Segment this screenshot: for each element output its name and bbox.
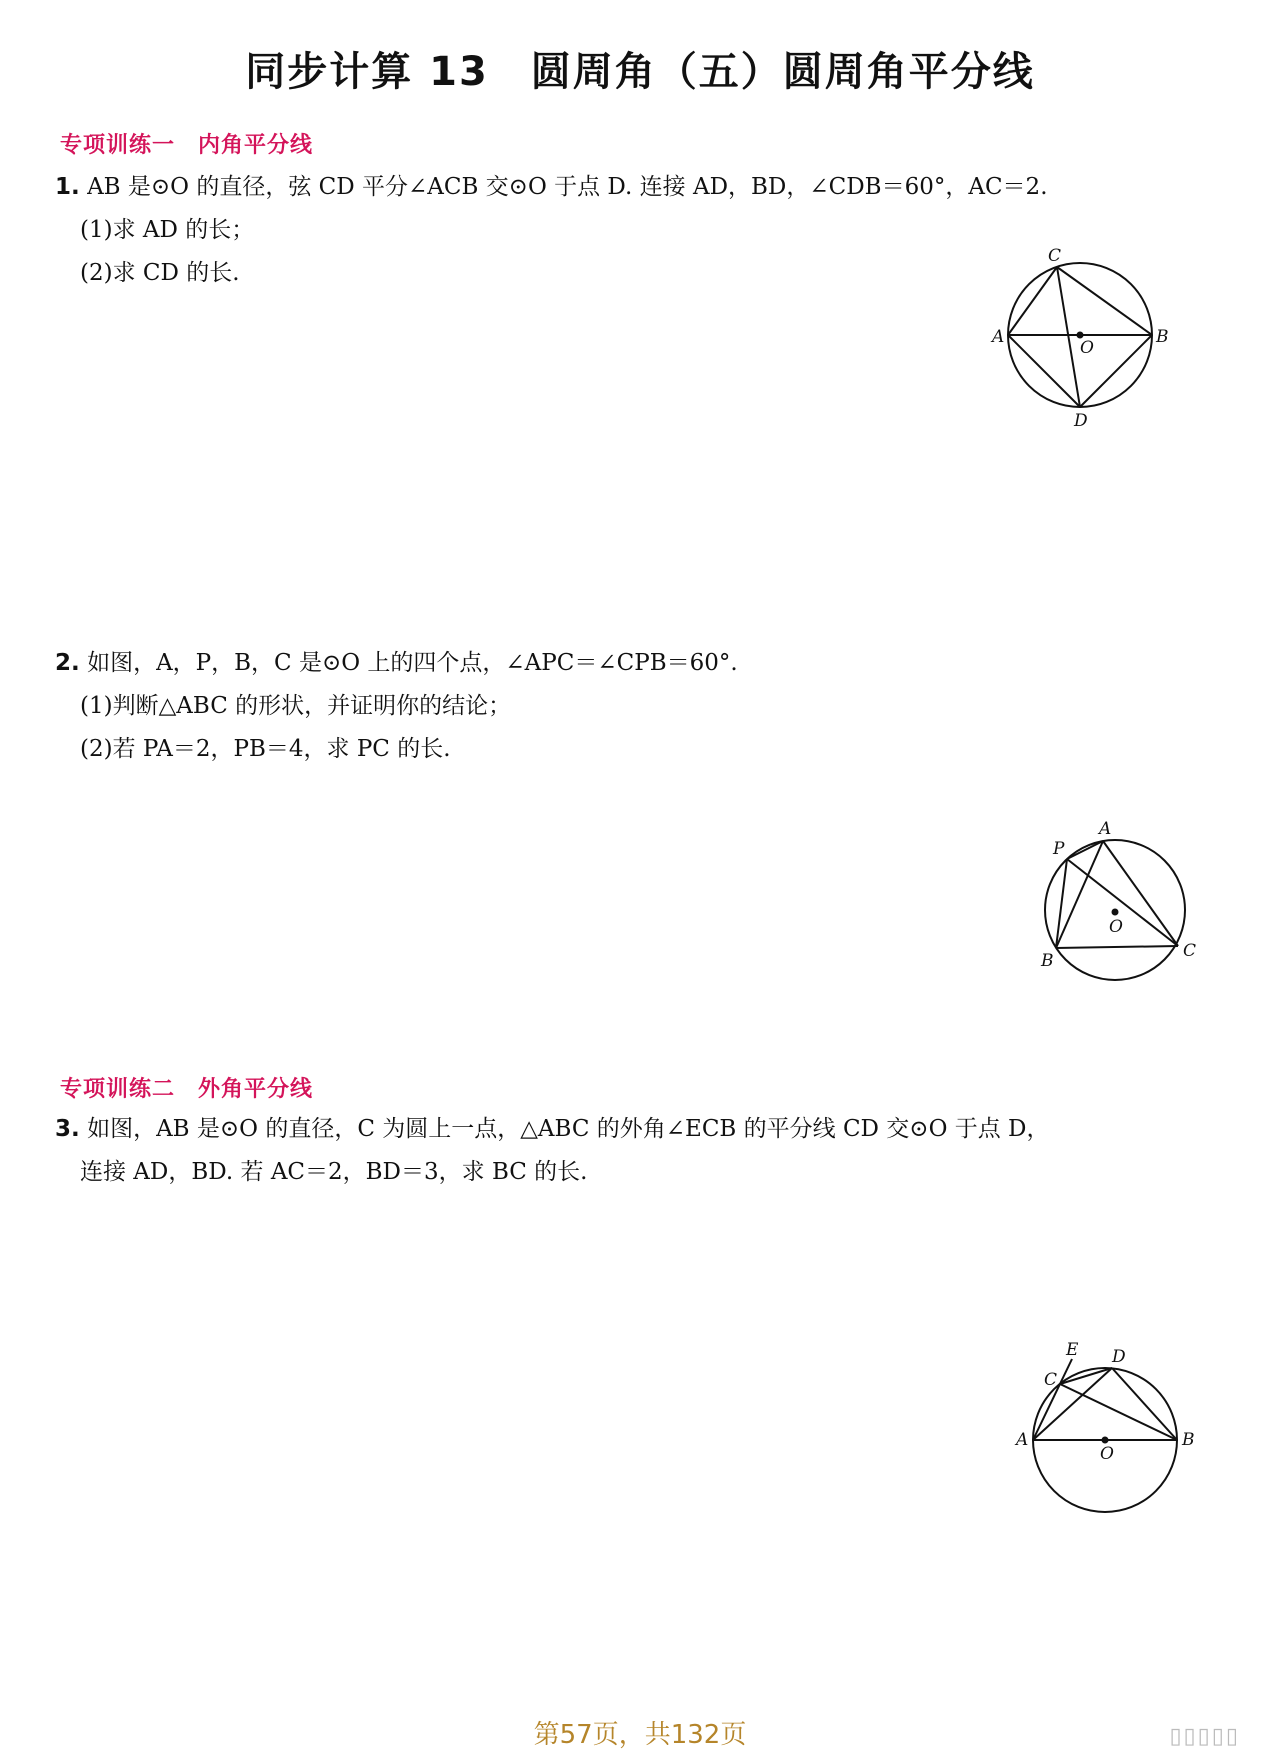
label-d: D bbox=[1074, 411, 1088, 431]
page-title: 同步计算 13 圆周角（五）圆周角平分线 bbox=[245, 49, 1035, 95]
label-c: C bbox=[1048, 246, 1062, 266]
question-1-part-2: (2)求 CD 的长. bbox=[80, 260, 240, 286]
label-p: P bbox=[1053, 839, 1065, 859]
label-c: C bbox=[1044, 1370, 1058, 1390]
chord-cd bbox=[1057, 267, 1080, 407]
label-b: B bbox=[1182, 1430, 1195, 1450]
section-heading-2: 专项训练二 外角平分线 bbox=[60, 1077, 314, 1102]
section-heading-1: 专项训练一 内角平分线 bbox=[60, 133, 314, 158]
question-1-line-1 bbox=[55, 172, 1048, 202]
chord-pa bbox=[1067, 841, 1103, 859]
question-2-number: 2. bbox=[55, 650, 80, 676]
label-e: E bbox=[1066, 1340, 1079, 1360]
question-3-text: 如图，AB 是⊙O 的直径，C 为圆上一点，△ABC 的外角∠ECB 的平分线 CD 交⊙O 于点 D， bbox=[87, 1116, 1050, 1142]
question-1-part-1: (1)求 AD 的长； bbox=[80, 217, 255, 243]
label-o: O bbox=[1080, 338, 1094, 358]
question-1-figure bbox=[980, 246, 1180, 440]
chord-ac bbox=[1008, 267, 1057, 335]
label-a: A bbox=[992, 327, 1005, 347]
label-a: A bbox=[1099, 819, 1112, 839]
question-2-part-2: (2)若 PA＝2，PB＝4，求 PC 的长. bbox=[80, 736, 451, 762]
label-o: O bbox=[1100, 1444, 1114, 1464]
question-1-number: 1. bbox=[55, 174, 80, 200]
chord-cb bbox=[1057, 267, 1152, 335]
question-1-text: AB 是⊙O 的直径，弦 CD 平分∠ACB 交⊙O 于点 D. 连接 AD，BD，∠CDB＝60°，AC＝2. bbox=[87, 174, 1048, 200]
watermark-glyphs: ▯▯▯▯▯ bbox=[1169, 1724, 1240, 1749]
label-d: D bbox=[1112, 1347, 1126, 1367]
center-point bbox=[1102, 1437, 1109, 1444]
label-b: B bbox=[1156, 327, 1169, 347]
page-indicator: 第57页，共132页 bbox=[533, 1720, 747, 1750]
question-2-text: 如图，A，P，B，C 是⊙O 上的四个点，∠APC＝∠CPB＝60°. bbox=[87, 650, 738, 676]
label-o: O bbox=[1109, 917, 1123, 937]
question-3-line-1 bbox=[55, 1114, 1050, 1144]
question-2-line-1 bbox=[55, 648, 738, 678]
question-3-figure bbox=[1000, 1340, 1210, 1535]
question-2-figure bbox=[1015, 820, 1215, 1020]
question-3-line-2: 连接 AD，BD. 若 AC＝2，BD＝3，求 BC 的长. bbox=[80, 1159, 588, 1185]
chord-bc bbox=[1056, 946, 1178, 948]
question-2-part-1: (1)判断△ABC 的形状，并证明你的结论； bbox=[80, 693, 512, 719]
question-3-number: 3. bbox=[55, 1116, 80, 1142]
center-point bbox=[1112, 909, 1119, 916]
label-b: B bbox=[1041, 951, 1054, 971]
label-c: C bbox=[1183, 941, 1197, 961]
label-a: A bbox=[1016, 1430, 1029, 1450]
